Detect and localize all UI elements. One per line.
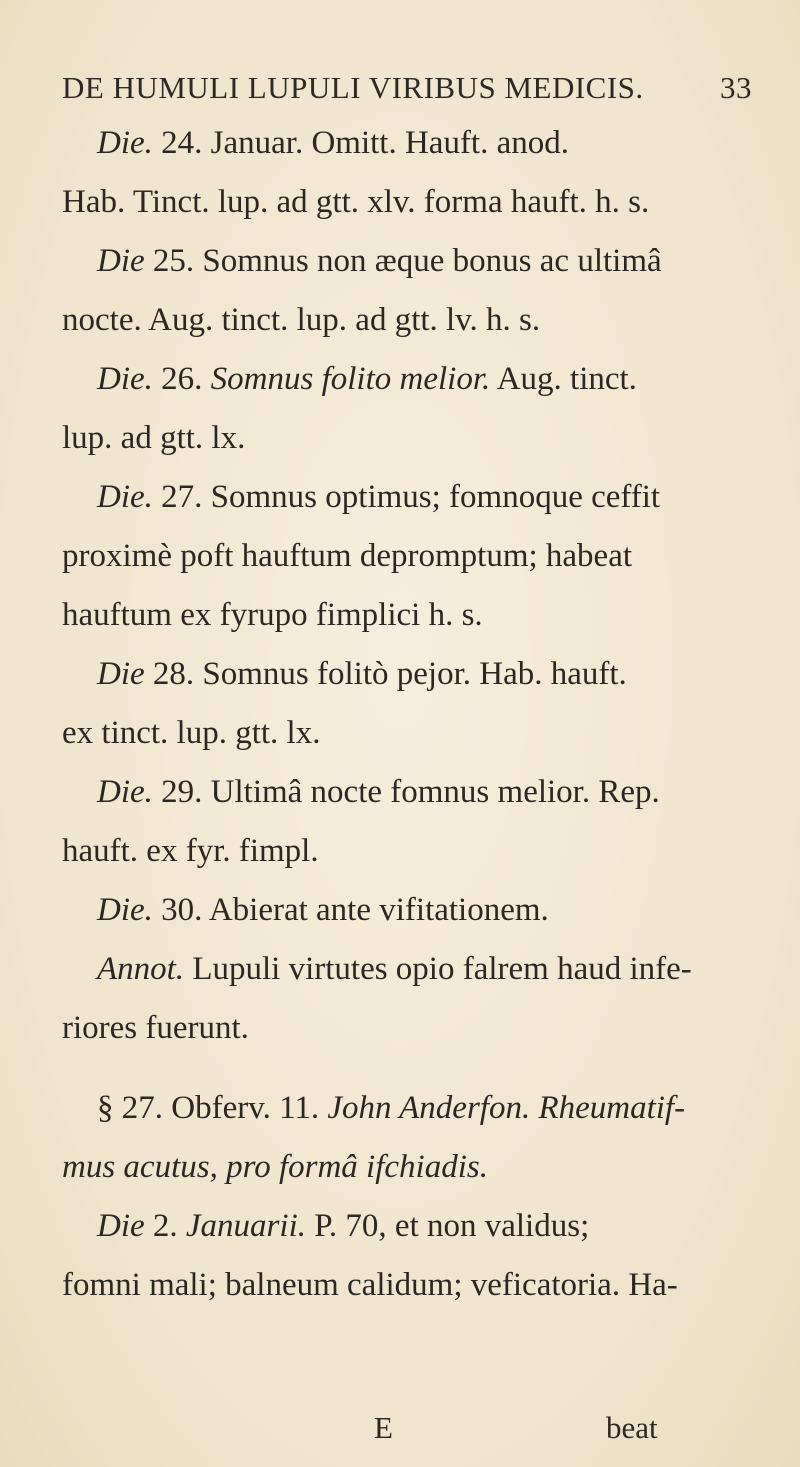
signature-mark: E: [374, 1410, 393, 1445]
line-text: 24. Januar. Omitt. Hauft. anod.: [152, 125, 569, 161]
entry-date-label: Die.: [97, 774, 153, 810]
text-line-5: [97, 361, 637, 398]
entry-date-label: Die: [97, 243, 145, 279]
line-text: 29. Ultimâ nocte fomnus melior. Rep.: [152, 774, 660, 810]
text-line-15: [97, 951, 692, 988]
text-line-11: [62, 715, 320, 752]
line-text: lup. ad gtt. lx.: [62, 420, 246, 456]
line-text: 27. Somnus optimus; fomnoque ceffit: [152, 479, 661, 515]
line-tail-text: Aug. tinct.: [490, 361, 637, 397]
annotation-label: Annot.: [97, 951, 185, 987]
text-line-18: [62, 1149, 488, 1186]
entry-date-label: Die: [97, 1208, 145, 1244]
line-text: hauftum ex fyrupo fimplici h. s.: [62, 597, 483, 633]
text-line-19: [97, 1208, 589, 1245]
catchword: beat: [606, 1410, 658, 1445]
text-line-3: [97, 243, 662, 280]
text-line-12: [97, 774, 660, 811]
line-italic-text: Januarii.: [185, 1208, 306, 1244]
line-tail-text: P. 70, et non validus;: [305, 1208, 590, 1244]
line-text: fomni mali; balneum calidum; veficatoria. Ha-: [62, 1267, 678, 1303]
section-text: § 27. Obferv. 11.: [97, 1090, 328, 1126]
line-text: 2.: [144, 1208, 186, 1244]
line-text: nocte. Aug. tinct. lup. ad gtt. lv. h. s.: [62, 302, 541, 338]
text-line-6: [62, 420, 245, 457]
text-line-20: [62, 1267, 678, 1304]
text-line-4: [62, 302, 540, 339]
line-text: proximè poft hauftum depromptum; habeat: [62, 538, 633, 574]
entry-date-label: Die.: [97, 125, 153, 161]
text-line-10: [97, 656, 627, 693]
page-number: 33: [720, 70, 752, 105]
observation-title: John Anderfon. Rheumatif-: [327, 1090, 686, 1126]
line-text: 25. Somnus non æque bonus ac ultimâ: [144, 243, 662, 279]
running-header: [62, 70, 752, 106]
entry-date-label: Die.: [97, 479, 153, 515]
entry-date-label: Die: [97, 656, 145, 692]
observation-title: mus acutus, pro formâ ifchiadis.: [62, 1149, 488, 1185]
running-title: DE HUMULI LUPULI VIRIBUS MEDICIS.: [62, 70, 644, 105]
line-text: 28. Somnus folitò pejor. Hab. hauft.: [144, 656, 627, 692]
text-line-17: [97, 1090, 685, 1127]
line-text: 26.: [152, 361, 211, 397]
line-text: Hab. Tinct. lup. ad gtt. xlv. forma hauft. h. s.: [62, 184, 650, 220]
line-text: ex tinct. lup. gtt. lx.: [62, 715, 321, 751]
text-line-2: [62, 184, 649, 221]
line-text: hauft. ex fyr. fimpl.: [62, 833, 319, 869]
line-text: Lupuli virtutes opio falrem haud infe-: [184, 951, 692, 987]
text-line-13: [62, 833, 319, 870]
line-text: 30. Abierat ante vifitationem.: [152, 892, 549, 928]
line-text: riores fuerunt.: [62, 1010, 249, 1046]
text-line-14: [97, 892, 549, 929]
entry-date-label: Die.: [97, 361, 153, 397]
line-italic-text: Somnus folito melior.: [210, 361, 491, 397]
text-line-7: [97, 479, 660, 516]
text-line-9: [62, 597, 483, 634]
text-line-1: [97, 125, 569, 162]
entry-date-label: Die.: [97, 892, 153, 928]
text-line-16: [62, 1010, 249, 1047]
text-line-8: [62, 538, 632, 575]
